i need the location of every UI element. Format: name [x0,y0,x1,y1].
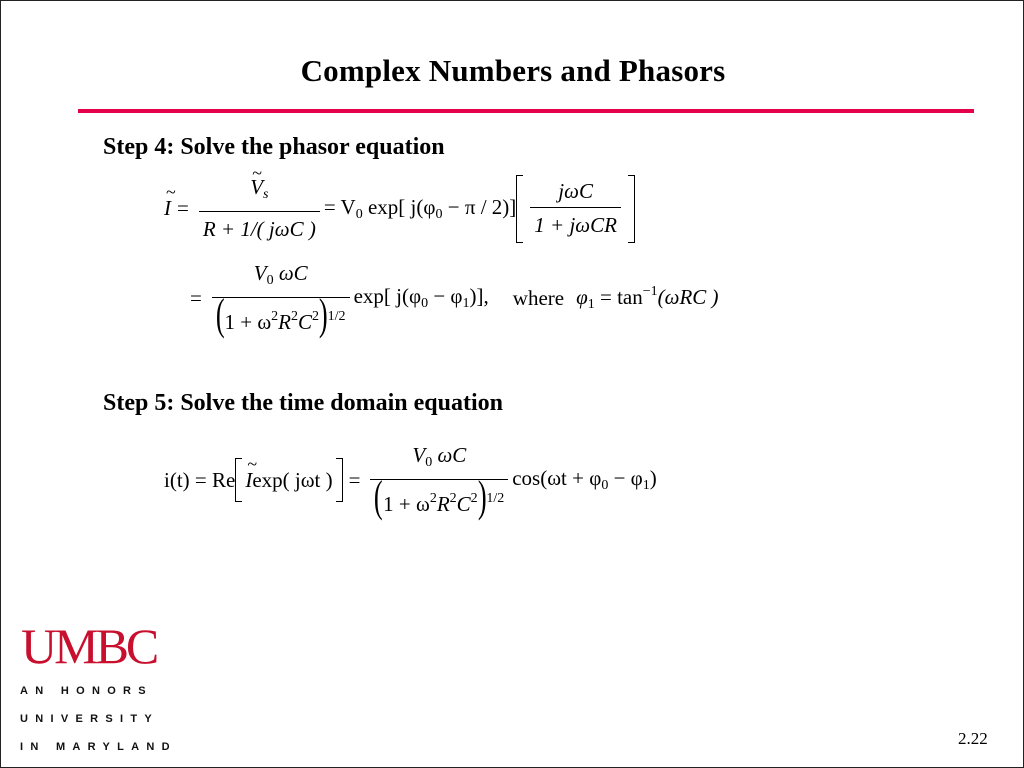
title-divider [78,109,974,113]
logo-line-1: AN HONORS [20,685,153,697]
eq1-middle-tail: − π / 2)] [442,194,517,219]
eq2-den-sup1: 2 [271,309,279,324]
eq2-den-inner: 1 + ω [224,310,272,334]
eq2-num-sub: 0 [266,273,274,288]
logo-wordmark: UMBC [21,618,157,674]
eq3-den-sup1: 2 [429,491,437,506]
equation-phasor-current-simplified [184,259,719,337]
equation-phasor-current [164,173,635,244]
step4-heading: Step 4: Solve the phasor equation [103,134,445,160]
eq2-phi-def [576,284,718,313]
eq3-lhs: i(t) = Re [164,467,236,492]
eq3-cos-sub2: 1 [642,478,650,493]
eq2-den-power: 1/2 [327,309,346,324]
eq3-num-sub: 0 [425,455,433,470]
logo-line-2: UNIVERSITY [20,713,160,725]
eq3-fraction [370,441,508,519]
equation-time-domain [164,441,657,519]
eq3-equals: = [348,467,361,492]
eq3-left-bracket [235,458,242,502]
eq2-phi: φ [576,284,588,309]
eq2-equals: = [190,285,202,310]
eq2-fraction [212,259,350,337]
eq3-bracket-group [235,458,342,502]
eq1-middle-sub: 0 [355,206,363,222]
eq3-den-sup2: 2 [449,491,457,506]
eq3-cos-mid: − φ [608,466,643,490]
eq3-num-v: V [412,443,426,467]
eq2-exp-sub2: 1 [462,296,470,311]
eq2-den-sup3: 2 [312,309,320,324]
logo-line-3: IN MARYLAND [20,741,177,753]
eq2-where: where [512,285,565,310]
eq2-den-r: R [278,310,291,334]
eq1-frac1-num: ~ V [250,173,263,201]
eq2-exp-sub1: 0 [421,296,429,311]
umbc-logo [20,616,177,756]
eq3-den-power: 1/2 [486,491,505,506]
eq3-den: $(1 + \omega^2R^2C^2)^{1/2}$ [370,479,508,519]
eq1-fraction-voltage [199,173,320,244]
eq3-cos-part: cos(ωt + φ [512,466,602,490]
eq1-frac1-den: R + 1/( jωC ) [199,211,320,244]
eq3-cos-tail: ) [649,466,657,490]
eq1-frac2-num: jωC [558,179,593,203]
eq2-den-c: C [298,310,313,334]
eq3-num-rest: ωC [432,443,467,467]
eq1-bracket-group [516,175,635,243]
eq2-den-sup2: 2 [291,309,298,324]
eq2-def: = tan [594,284,643,309]
eq2-phi-sub: 1 [587,296,595,312]
eq2-def-tail: (ωRC ) [657,284,719,309]
eq2-exp-part: exp[ j(φ [353,284,422,308]
eq3-inner-i: ~ I [245,468,252,493]
eq1-lhs: ~ I [164,196,171,221]
eq2-exp-mid: − φ [428,284,463,308]
right-bracket [628,175,635,243]
eq2-def-sup: −1 [642,283,658,299]
eq1-middle-sub2: 0 [435,206,443,222]
eq2-den: $(1 + \omega^2R^2C^2)^{1/2}$ [212,297,350,337]
eq3-cos-sub1: 0 [601,478,609,493]
eq2-num-rest: ωC [273,261,308,285]
eq1-middle-rest: exp[ j(φ [362,194,436,219]
eq2-exp [354,284,489,312]
eq3-cos [512,466,657,494]
slide-title: Complex Numbers and Phasors [300,53,726,88]
eq3-den-c: C [456,492,471,516]
eq1-middle-v: = V [323,194,356,219]
eq2-num-v: V [253,261,267,285]
eq1-equals: = [177,196,189,220]
eq1-fraction-admittance [530,177,621,240]
eq3-den-r: R [436,492,450,516]
eq1-frac1-num-sub: s [263,187,269,202]
page-number: 2.22 [958,729,988,748]
eq3-inner-rest: exp( jωt ) [252,467,333,492]
eq1-frac2-den: 1 + jωCR [530,207,621,240]
eq2-exp-tail: )], [469,284,489,308]
step5-heading: Step 5: Solve the time domain equation [103,390,504,416]
eq3-den-sup3: 2 [470,491,478,506]
eq1-middle [324,195,516,223]
eq3-den-inner: 1 + ω [383,492,430,516]
eq3-right-bracket [336,458,343,502]
left-bracket [516,175,523,243]
